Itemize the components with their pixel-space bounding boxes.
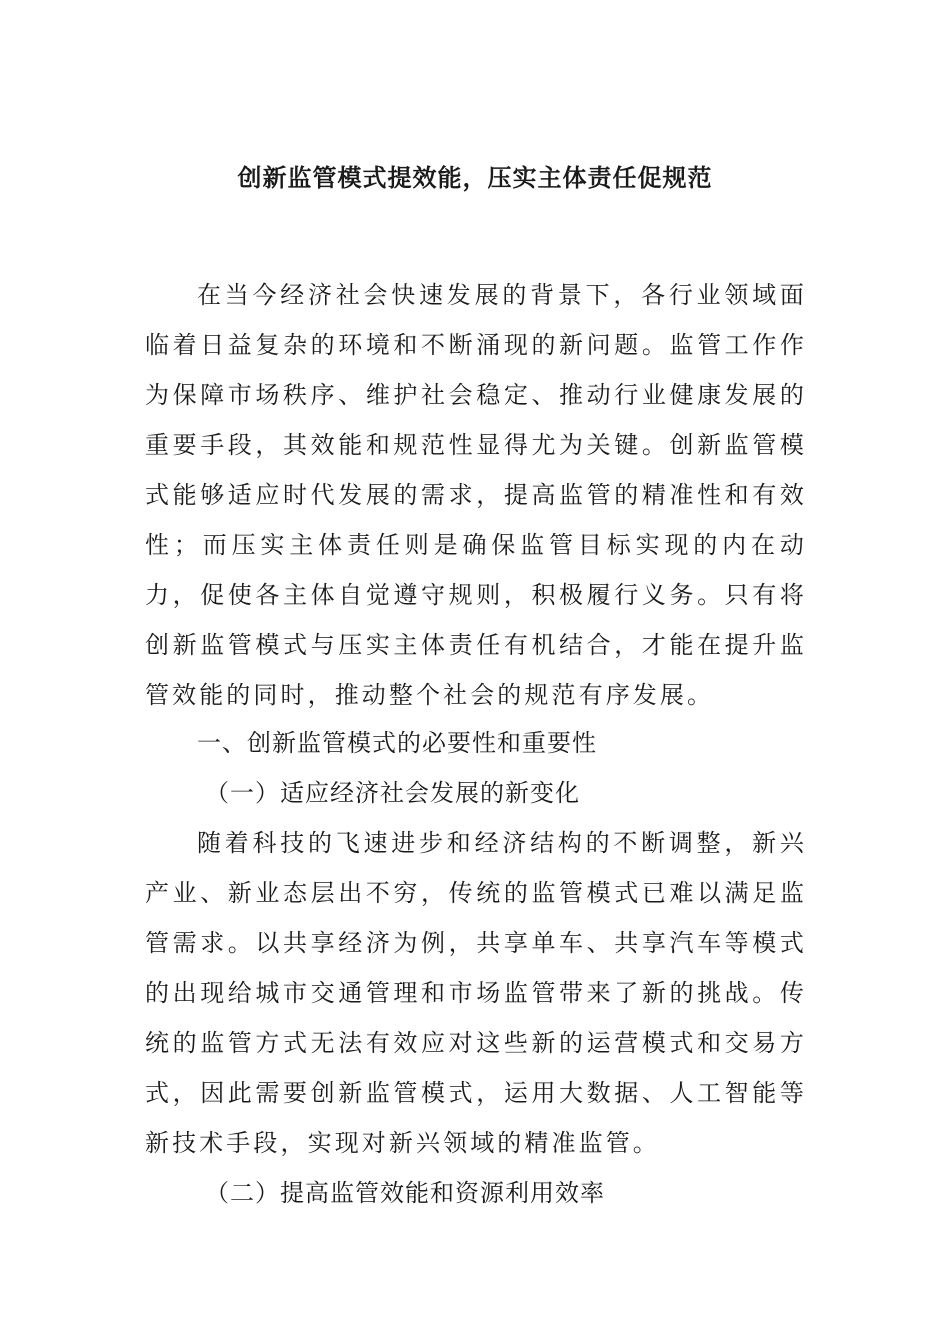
- section-heading: 一、创新监管模式的必要性和重要性: [197, 729, 597, 757]
- subsection-heading: （一）适应经济社会发展的新变化: [205, 779, 580, 807]
- subsection-heading: （二）提高监管效能和资源利用效率: [205, 1179, 605, 1207]
- subsection-paragraph: 随着科技的飞速进步和经济结构的不断调整，新兴产业、新业态层出不穷，传统的监管模式已难以满足监管需求。以共享经济为例，共享单车、共享汽车等模式的出现给城市交通管理和市场监管带来了新的挑战。传统的监管方式无法有效应对这些新的运营模式和交易方式，因此需要创新监管模式，运用大数据、人工智能等新技术手段，实现对新兴领域的精准监管。: [145, 829, 807, 1157]
- document-title: 创新监管模式提效能，压实主体责任促规范: [237, 163, 713, 192]
- intro-paragraph: 在当今经济社会快速发展的背景下，各行业领域面临着日益复杂的环境和不断涌现的新问题。监管工作作为保障市场秩序、维护社会稳定、推动行业健康发展的重要手段，其效能和规范性显得尤为关键。创新监管模式能够适应时代发展的需求，提高监管的精准性和有效性；而压实主体责任则是确保监管目标实现的内在动力，促使各主体自觉遵守规则，积极履行义务。只有将创新监管模式与压实主体责任有机结合，才能在提升监管效能的同时，推动整个社会的规范有序发展。: [145, 281, 807, 709]
